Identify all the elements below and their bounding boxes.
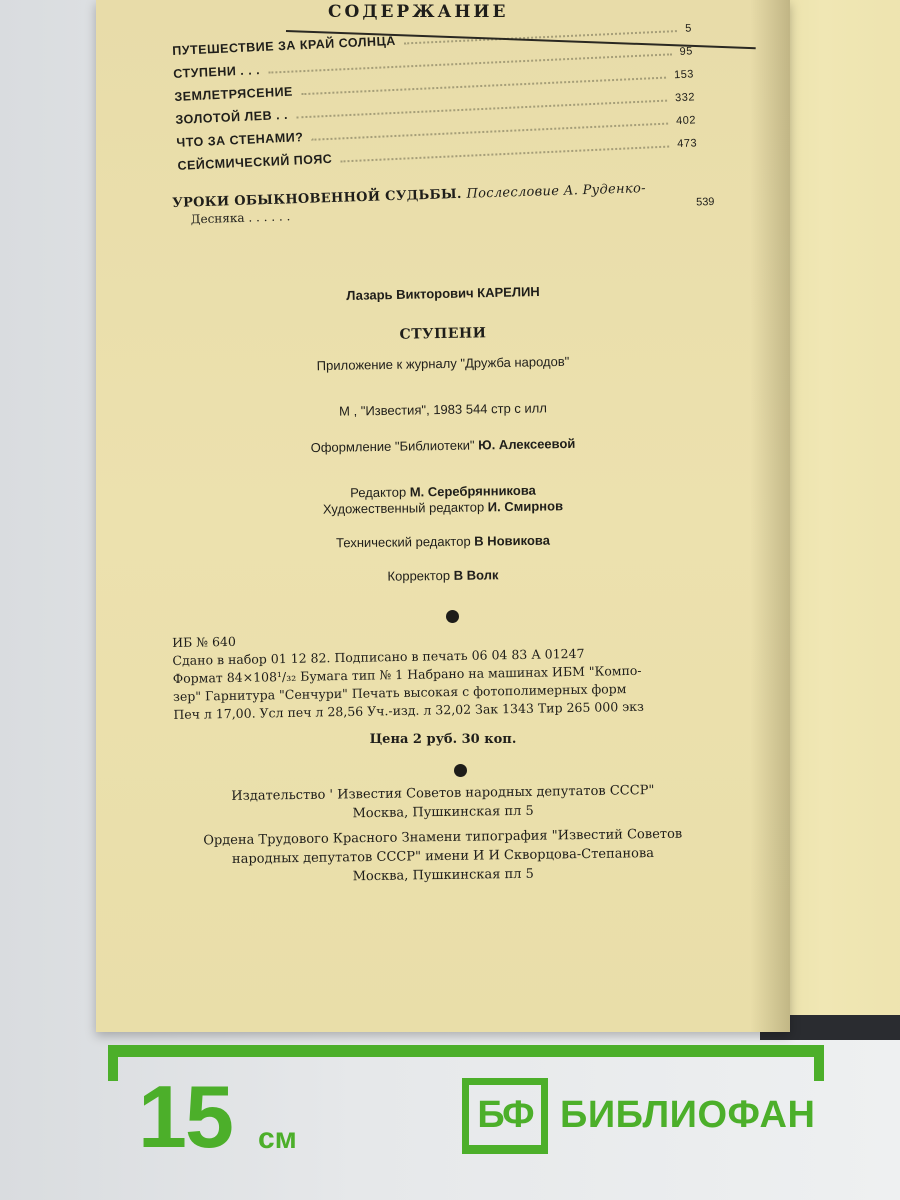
afterword-title: УРОКИ ОБЫКНОВЕННОЙ СУДЬБЫ. [172,186,462,211]
toc-heading: СОДЕРЖАНИЕ [328,2,509,22]
toc-afterword-entry [172,180,715,227]
appendix-note: Приложение к журналу "Дружба народов" [316,353,570,374]
author-name: Лазарь Викторович [346,285,474,304]
separator-bullet [446,610,459,623]
price: Цена 2 руб. 30 коп. [369,732,517,747]
afterword-page: 539 [695,195,715,209]
measure-unit: см [258,1122,297,1155]
toc-list [172,20,698,181]
tech-line: Сдано в набор 01 12 82. Подписано в печать 06 04 83 А 01247 [172,645,585,668]
book-page [96,0,790,1032]
afterword-note-continued: Десняка . . . . . . [190,209,291,227]
corrector-credit [96,564,790,587]
tech-editor-name: В Новикова [474,532,550,549]
tech-line: зер" Гарнитура "Сенчури" Печать высокая с фотополимерных форм [172,681,627,704]
tech-line: Печ л 17,00. Усл печ л 28,56 Уч.-изд. л 32,02 Зак 1343 Тир 265 000 экз [173,698,644,722]
printer-block [96,823,791,890]
tech-editor-label: Технический редактор [336,533,471,551]
brand-name: БИБЛИОФАН [560,1094,816,1136]
toc-entry-page: 153 [673,68,695,82]
printer-line: Ордена Трудового Красного Знамени типография "Известий Советов [203,826,683,849]
author-line [96,279,790,309]
toc-entry-page: 473 [676,137,698,151]
design-name: Ю. Алексеевой [478,435,576,453]
ruler-bar [108,1045,824,1057]
corrector-name: В Волк [453,567,499,583]
design-label: Оформление "Библиотеки" [310,437,475,456]
toc-entry-title: ПУТЕШЕСТВИЕ ЗА КРАЙ СОЛНЦА [172,33,396,58]
toc-entry-page: 402 [675,114,697,128]
toc-entry-page: 5 [684,22,693,35]
measure-value: 15 [138,1067,232,1166]
design-credit [96,433,790,459]
ruler-tick-left [108,1045,118,1081]
afterword-note: Послесловие А. Руденко- [466,181,647,202]
editor-label: Редактор [350,484,407,501]
author-surname: КАРЕЛИН [477,283,540,301]
toc-entry-title: ЧТО ЗА СТЕНАМИ? [176,130,304,150]
technical-data [172,624,733,724]
separator-bullet [454,764,467,777]
toc-entry-title: ЗОЛОТОЙ ЛЕВ . . [175,107,289,127]
art-editor-name: И. Смирнов [487,498,564,515]
art-editor-label: Художественный редактор [322,499,485,517]
toc-entry-title: СТУПЕНИ . . . [173,63,261,81]
imprint-line: М , "Известия", 1983 544 стр с илл [338,400,548,419]
publisher-block [96,779,790,827]
bibliofan-logo-icon [462,1078,548,1154]
tech-editor-credit [96,530,790,553]
printer-line: народных депутатов СССР" имени И И Скворцова-Степанова [231,846,655,867]
ruler-tick-right [814,1045,824,1081]
printer-line: Москва, Пушкинская пл 5 [352,866,534,885]
editor-name: М. Серебрянникова [409,482,536,500]
corrector-label: Корректор [387,567,451,584]
tech-line: ИБ № 640 [172,633,237,650]
publisher-line: Издательство ' Известия Советов народных депутатов СССР" [231,783,655,804]
logo-letters: БФ [477,1093,533,1136]
toc-entry-page: 95 [679,45,694,58]
publisher-line: Москва, Пушкинская пл 5 [352,803,534,822]
book-title: СТУПЕНИ [399,325,487,343]
toc-leader-dots [404,30,678,44]
toc-entry-title: СЕЙСМИЧЕСКИЙ ПОЯС [177,151,333,173]
toc-entry-page: 332 [674,91,696,105]
tech-line: Формат 84×108¹/₃₂ Бумага тип № 1 Набрано на машинах ИБМ "Компо- [172,662,642,686]
toc-entry-title: ЗЕМЛЕТРЯСЕНИЕ [174,84,294,104]
